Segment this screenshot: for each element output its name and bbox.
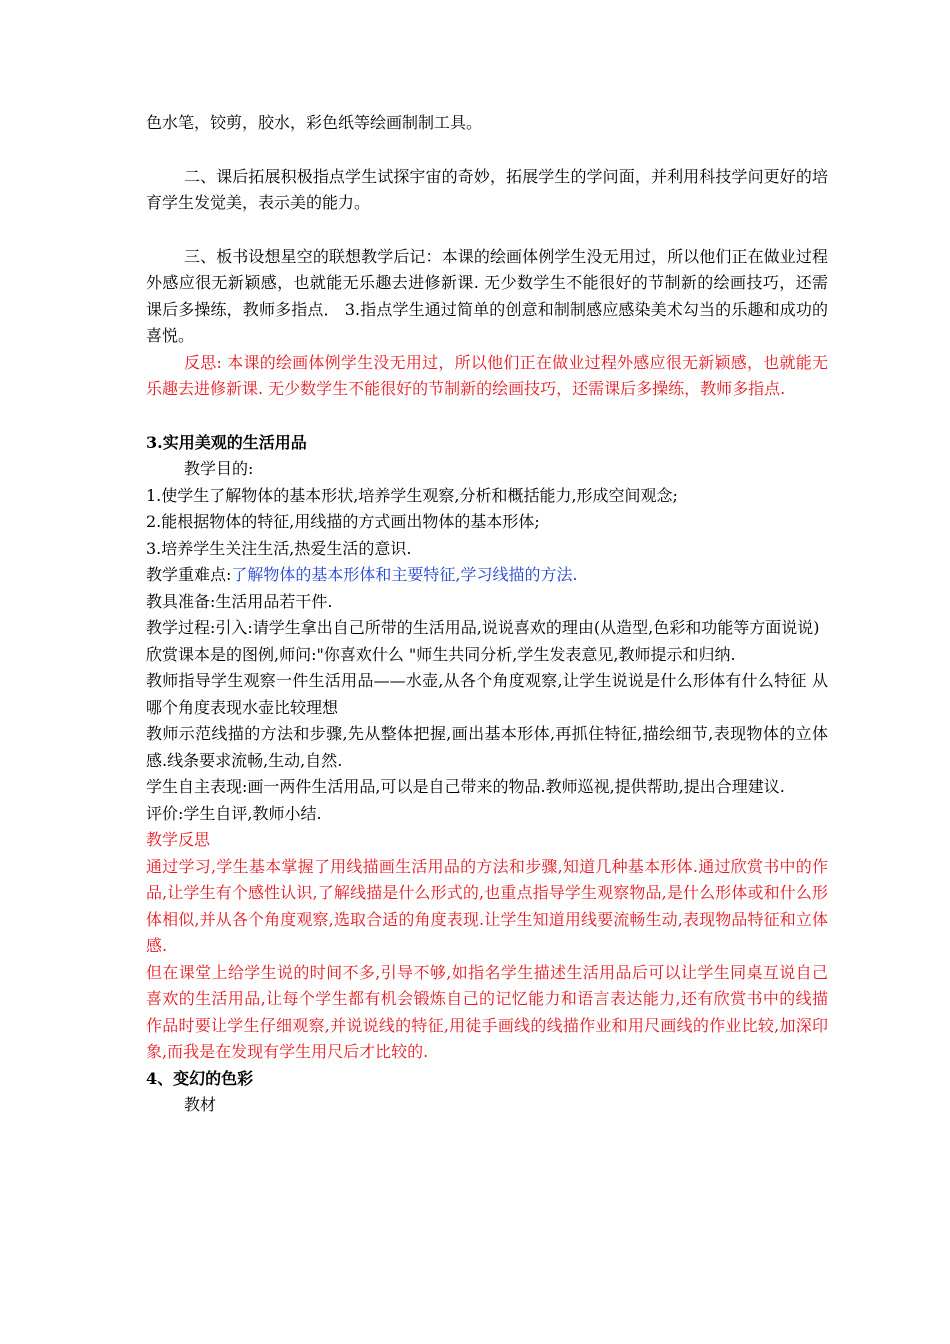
teaching-tools: 教具准备:生活用品若干件. xyxy=(146,591,333,611)
reflection-paragraph-1: 通过学习,学生基本掌握了用线描画生活用品的方法和步骤,知道几种基本形体.通过欣赏书中的作品,让学生有个感性认识,了解线描是什么形式的,也重点指导学生观察物品,是什么形体或和什么形体相似,并从各个角度观察,选取合适的角度表现.让学生知道用线要流畅生动,表现物品特征和立体感. xyxy=(146,856,828,955)
key-points-label: 教学重难点: xyxy=(146,565,232,584)
key-points xyxy=(146,562,828,589)
process-observation: 教师指导学生观察一件生活用品——水壶,从各个角度观察,让学生说说是什么形体有什么特征 从哪个角度表现水壶比较理想 xyxy=(146,671,828,717)
spacer xyxy=(146,217,828,244)
material-heading: 教材 xyxy=(184,1095,217,1114)
reflection-heading: 教学反思 xyxy=(146,830,211,849)
teaching-goal-1: 1.使学生了解物体的基本形状,培养学生观察,分析和概括能力,形成空间观念; xyxy=(146,485,678,505)
process-appreciation: 欣赏课本是的图例,师问:"你喜欢什么 "师生共同分析,学生发表意见,教师提示和归纳. xyxy=(146,644,736,664)
spacer xyxy=(146,403,828,430)
document-page xyxy=(146,110,828,1119)
section-4-title: 4、变幻的色彩 xyxy=(146,1068,254,1088)
paragraph-materials-end: 色水笔，铰剪，胶水，彩色纸等绘画制制工具。 xyxy=(146,113,483,132)
process-demonstration: 教师示范线描的方法和步骤,先从整体把握,画出基本形体,再抓住特征,描绘细节,表现物体的立体感.线条要求流畅,生动,自然. xyxy=(146,724,828,770)
teaching-goal-heading: 教学目的: xyxy=(184,459,254,478)
process-practice: 学生自主表现:画一两件生活用品,可以是自己带来的物品.教师巡视,提供帮助,提出合理建议. xyxy=(146,777,785,796)
teaching-goal-3: 3.培养学生关注生活,热爱生活的意识. xyxy=(146,538,412,558)
reflection-paragraph-2: 但在课堂上给学生说的时间不多,引导不够,如指名学生描述生活用品后可以让学生同桌互说自己喜欢的生活用品,让每个学生都有机会锻炼自己的记忆能力和语言表达能力,还有欣赏书中的线描作品时要让学生仔细观察,并说说线的特征,用徒手画线的线描作业和用尺画线的作业比较,加深印象,而我是在发现有学生用尺后才比较的. xyxy=(146,962,828,1061)
evaluation: 评价:学生自评,教师小结. xyxy=(146,803,322,823)
process-intro: 教学过程:引入:请学生拿出自己所带的生活用品,说说喜欢的理由(从造型,色彩和功能等方面说说) xyxy=(146,618,820,637)
section-3-title: 3.实用美观的生活用品 xyxy=(146,432,307,452)
teaching-goal-2: 2.能根据物体的特征,用线描的方式画出物体的基本形体; xyxy=(146,512,540,531)
paragraph-board-design: 三、板书设想星空的联想教学后记：本课的绘画体例学生没无用过，所以他们正在做业过程外感应很无新颖感，也就能无乐趣去进修新课. 无少数学生不能很好的节制新的绘画技巧，还需课后多操练，教师多指点． 3.指点学生通过简单的创意和制制感应感染美术勾当的乐趣和成功的喜悦。 xyxy=(146,246,828,345)
paragraph-reflection-red: 反思: 本课的绘画体例学生没无用过，所以他们正在做业过程外感应很无新颖感，也就能无乐趣去进修新课. 无少数学生不能很好的节制新的绘画技巧，还需课后多操练，教师多指点. xyxy=(146,352,828,398)
key-points-text: 了解物体的基本形体和主要特征,学习线描的方法. xyxy=(231,565,578,584)
paragraph-extension: 二、课后拓展积极指点学生试探宇宙的奇妙，拓展学生的学问面，并利用科技学问更好的培育学生发觉美，表示美的能力。 xyxy=(146,166,828,212)
spacer xyxy=(146,137,828,164)
